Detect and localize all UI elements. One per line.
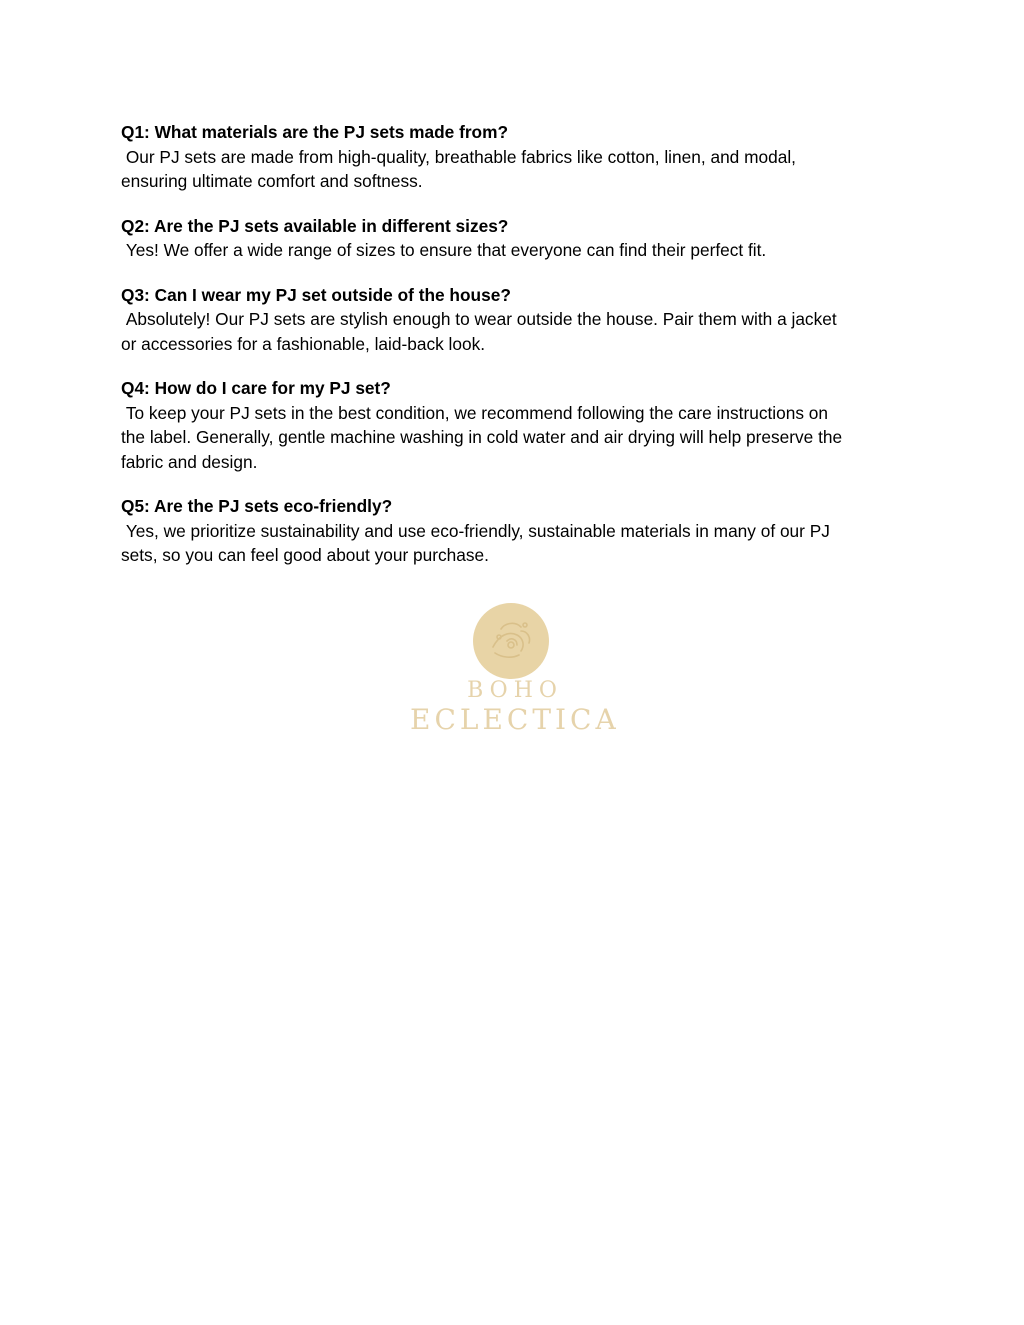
logo-text-line-1: BOHO [467, 678, 563, 703]
faq-question: Q1: What materials are the PJ sets made from? [121, 122, 509, 142]
faq-answer: Yes! We offer a wide range of sizes to ensure that everyone can find their perfect fit. [121, 240, 767, 260]
faq-item-q3 [121, 283, 911, 357]
faq-answer: To keep your PJ sets in the best condition, we recommend following the care instructions on the label. Generally, gentle machine washing in cold water and air drying will help preserve the fabric and design. [121, 402, 843, 472]
faq-answer: Absolutely! Our PJ sets are stylish enough to wear outside the house. Pair them with a jacket or accessories for a fashionable, laid-back look. [121, 309, 837, 354]
faq-list [121, 120, 911, 588]
floral-medallion-icon [471, 601, 551, 681]
faq-question: Q5: Are the PJ sets eco-friendly? [121, 496, 393, 516]
faq-item-q2 [121, 214, 911, 263]
brand-logo [406, 596, 618, 744]
faq-answer: Our PJ sets are made from high-quality, breathable fabrics like cotton, linen, and modal, ensuring ultimate comfort and softness. [121, 146, 796, 191]
faq-answer: Yes, we prioritize sustainability and use eco-friendly, sustainable materials in many of our PJ sets, so you can feel good about your purchase. [121, 520, 830, 565]
faq-question: Q4: How do I care for my PJ set? [121, 378, 391, 398]
faq-item-q4 [121, 376, 911, 474]
faq-item-q5 [121, 494, 911, 568]
faq-question: Q3: Can I wear my PJ set outside of the house? [121, 284, 511, 305]
faq-item-q1 [121, 120, 911, 194]
logo-text-line-2: ECLECTICA [410, 703, 620, 736]
faq-question: Q2: Are the PJ sets available in different sizes? [121, 215, 509, 236]
